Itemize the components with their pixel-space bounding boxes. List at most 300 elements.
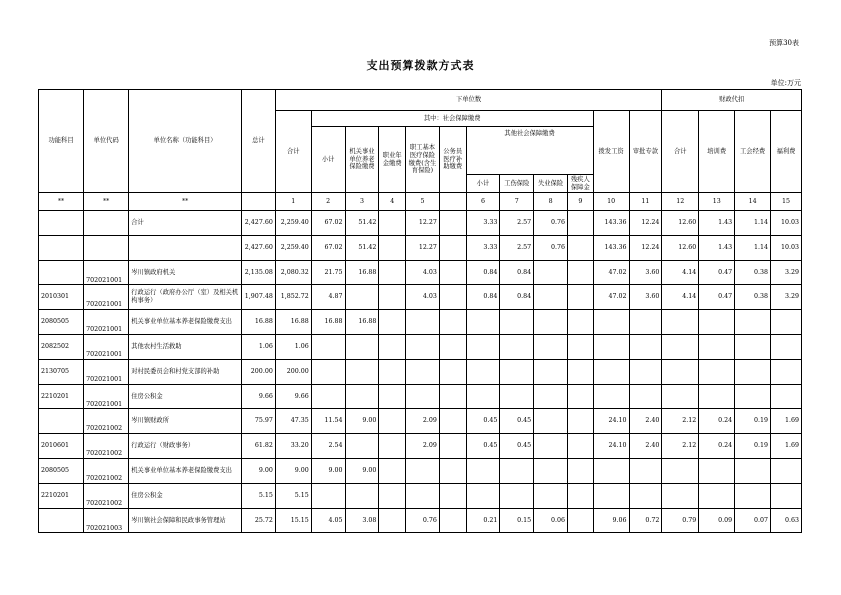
- amount-cell: 4.03: [406, 260, 440, 285]
- amount-cell: 2.57: [500, 211, 534, 236]
- func-subject-cell: 2010601: [39, 434, 84, 459]
- header-annuity: 职业年金缴费: [379, 127, 406, 193]
- form-id: 预算30表: [769, 39, 799, 47]
- header-training: 培训费: [699, 111, 735, 193]
- header-ss-subtotal: 小计: [311, 127, 345, 193]
- amount-cell: 3.29: [771, 285, 802, 310]
- amount-cell: 5.15: [242, 483, 276, 508]
- unit-code-cell: 702021002: [84, 409, 129, 434]
- amount-cell: [568, 211, 594, 236]
- amount-cell: [699, 458, 735, 483]
- index-cell: **: [39, 193, 84, 211]
- amount-cell: [771, 384, 802, 409]
- amount-cell: [311, 384, 345, 409]
- func-subject-cell: 2080505: [39, 458, 84, 483]
- amount-cell: 9.00: [345, 458, 379, 483]
- amount-cell: [379, 310, 406, 335]
- amount-cell: [379, 384, 406, 409]
- amount-cell: 10.03: [771, 235, 802, 260]
- amount-cell: 2,427.60: [242, 235, 276, 260]
- amount-cell: 1.14: [735, 211, 771, 236]
- amount-cell: 1.14: [735, 235, 771, 260]
- unit-name-cell: [129, 235, 242, 260]
- amount-cell: [593, 483, 629, 508]
- amount-cell: 143.36: [593, 211, 629, 236]
- unit-name-cell: 对村民委员会和村党支部的补助: [129, 359, 242, 384]
- table-row: [39, 508, 802, 533]
- amount-cell: [466, 310, 500, 335]
- amount-cell: 2.12: [662, 434, 699, 459]
- amount-cell: [406, 310, 440, 335]
- amount-cell: [379, 458, 406, 483]
- amount-cell: 10.03: [771, 211, 802, 236]
- unit-code-cell: 702021001: [84, 359, 129, 384]
- table-row: [39, 409, 802, 434]
- header-unemployment: 失业保险: [534, 175, 568, 193]
- amount-cell: 67.02: [311, 211, 345, 236]
- header-total: 总计: [242, 90, 276, 193]
- amount-cell: [439, 310, 466, 335]
- amount-cell: [379, 409, 406, 434]
- amount-cell: [439, 458, 466, 483]
- amount-cell: 4.14: [662, 285, 699, 310]
- amount-cell: [568, 458, 594, 483]
- index-cell: 14: [735, 193, 771, 211]
- index-cell: **: [84, 193, 129, 211]
- amount-cell: 0.84: [466, 285, 500, 310]
- unit-code-cell: 702021003: [84, 508, 129, 533]
- amount-cell: 47.35: [275, 409, 311, 434]
- amount-cell: [735, 458, 771, 483]
- amount-cell: [662, 334, 699, 359]
- amount-cell: [771, 334, 802, 359]
- amount-cell: 3.33: [466, 211, 500, 236]
- amount-cell: [568, 384, 594, 409]
- amount-cell: 2.12: [662, 409, 699, 434]
- amount-cell: [735, 359, 771, 384]
- amount-cell: [662, 483, 699, 508]
- unit-name-cell: 行政运行（财政事务）: [129, 434, 242, 459]
- amount-cell: 12.24: [629, 235, 662, 260]
- amount-cell: [568, 409, 594, 434]
- amount-cell: [662, 359, 699, 384]
- amount-cell: 0.38: [735, 285, 771, 310]
- header-of-which: 其中：社会保障缴费: [311, 111, 593, 127]
- amount-cell: 0.21: [466, 508, 500, 533]
- func-subject-cell: 2210201: [39, 483, 84, 508]
- amount-cell: [568, 260, 594, 285]
- amount-cell: 25.72: [242, 508, 276, 533]
- index-cell: 12: [662, 193, 699, 211]
- amount-cell: 200.00: [242, 359, 276, 384]
- header-finance-proxy: 财政代扣: [662, 90, 802, 111]
- amount-cell: [568, 334, 594, 359]
- amount-cell: 12.27: [406, 211, 440, 236]
- amount-cell: [439, 211, 466, 236]
- amount-cell: 3.29: [771, 260, 802, 285]
- amount-cell: [771, 310, 802, 335]
- header-approval: 审批专款: [629, 111, 662, 193]
- amount-cell: [406, 483, 440, 508]
- amount-cell: 3.60: [629, 285, 662, 310]
- table-row: [39, 384, 802, 409]
- amount-cell: 0.24: [699, 434, 735, 459]
- amount-cell: 1.69: [771, 434, 802, 459]
- table-row: [39, 260, 802, 285]
- amount-cell: [439, 409, 466, 434]
- header-unit-code: 单位代码: [84, 90, 129, 193]
- amount-cell: [500, 334, 534, 359]
- unit-name-cell: 合计: [129, 211, 242, 236]
- amount-cell: [379, 260, 406, 285]
- unit-code-cell: 702021002: [84, 483, 129, 508]
- amount-cell: 33.20: [275, 434, 311, 459]
- amount-cell: [439, 260, 466, 285]
- func-subject-cell: 2130705: [39, 359, 84, 384]
- header-pension: 机关事业单位养老保险缴费: [345, 127, 379, 193]
- amount-cell: [345, 285, 379, 310]
- unit-name-cell: 机关事业单位基本养老保险缴费支出: [129, 310, 242, 335]
- amount-cell: [439, 334, 466, 359]
- amount-cell: [500, 384, 534, 409]
- unit-code-cell: [84, 235, 129, 260]
- amount-cell: 67.02: [311, 235, 345, 260]
- amount-cell: [568, 235, 594, 260]
- amount-cell: 4.05: [311, 508, 345, 533]
- amount-cell: 4.87: [311, 285, 345, 310]
- table-row: [39, 359, 802, 384]
- amount-cell: [662, 458, 699, 483]
- unit-code-cell: 702021001: [84, 260, 129, 285]
- amount-cell: 12.60: [662, 235, 699, 260]
- amount-cell: 0.15: [500, 508, 534, 533]
- amount-cell: 2.09: [406, 434, 440, 459]
- func-subject-cell: [39, 508, 84, 533]
- amount-cell: [593, 458, 629, 483]
- amount-cell: [439, 384, 466, 409]
- amount-cell: 12.60: [662, 211, 699, 236]
- amount-cell: 24.10: [593, 434, 629, 459]
- header-disabled: 残疾人保障金: [568, 175, 594, 193]
- amount-cell: [568, 434, 594, 459]
- index-cell: 5: [406, 193, 440, 211]
- amount-cell: 51.42: [345, 211, 379, 236]
- amount-cell: 143.36: [593, 235, 629, 260]
- amount-cell: 3.08: [345, 508, 379, 533]
- amount-cell: [534, 260, 568, 285]
- amount-cell: [568, 508, 594, 533]
- amount-cell: [406, 334, 440, 359]
- amount-cell: 0.38: [735, 260, 771, 285]
- amount-cell: 2.09: [406, 409, 440, 434]
- header-sum: 合计: [275, 111, 311, 193]
- amount-cell: 0.76: [534, 235, 568, 260]
- amount-cell: 2.40: [629, 434, 662, 459]
- header-fp-total: 合计: [662, 111, 699, 193]
- header-civil-medical: 公务员医疗补助缴费: [439, 127, 466, 193]
- index-cell: 15: [771, 193, 802, 211]
- amount-cell: [629, 384, 662, 409]
- header-wage: 拨发工资: [593, 111, 629, 193]
- header-other-ss: 其他社会保障缴费: [466, 127, 593, 175]
- amount-cell: 9.00: [275, 458, 311, 483]
- amount-cell: 75.97: [242, 409, 276, 434]
- amount-cell: 16.88: [345, 260, 379, 285]
- index-cell: 6: [466, 193, 500, 211]
- header-medical: 职工基本医疗保险缴费(含生育保险): [406, 127, 440, 193]
- amount-cell: [311, 334, 345, 359]
- unit-code-cell: 702021002: [84, 434, 129, 459]
- amount-cell: [593, 384, 629, 409]
- func-subject-cell: [39, 235, 84, 260]
- amount-cell: 11.54: [311, 409, 345, 434]
- amount-cell: [699, 310, 735, 335]
- amount-cell: 16.88: [345, 310, 379, 335]
- table-row: [39, 285, 802, 310]
- amount-cell: 2.54: [311, 434, 345, 459]
- table-row: [39, 310, 802, 335]
- amount-cell: 47.02: [593, 260, 629, 285]
- amount-cell: [629, 483, 662, 508]
- amount-cell: [466, 359, 500, 384]
- index-cell: **: [129, 193, 242, 211]
- amount-cell: [593, 359, 629, 384]
- index-cell: 9: [568, 193, 594, 211]
- amount-cell: 2,080.32: [275, 260, 311, 285]
- amount-cell: 9.00: [345, 409, 379, 434]
- unit-code-cell: 702021001: [84, 334, 129, 359]
- amount-cell: [439, 235, 466, 260]
- amount-cell: [662, 310, 699, 335]
- amount-cell: [406, 458, 440, 483]
- amount-cell: [771, 483, 802, 508]
- amount-cell: [662, 384, 699, 409]
- header-unit-name: 单位名称（功能科目）: [129, 90, 242, 193]
- amount-cell: 0.63: [771, 508, 802, 533]
- unit-name-cell: 岑川镇政府机关: [129, 260, 242, 285]
- amount-cell: [534, 458, 568, 483]
- func-subject-cell: [39, 260, 84, 285]
- amount-cell: 51.42: [345, 235, 379, 260]
- amount-cell: 1,907.48: [242, 285, 276, 310]
- unit-code-cell: 702021001: [84, 384, 129, 409]
- amount-cell: 4.14: [662, 260, 699, 285]
- unit-code-cell: 702021001: [84, 285, 129, 310]
- func-subject-cell: 2082502: [39, 334, 84, 359]
- amount-cell: [379, 285, 406, 310]
- amount-cell: [311, 483, 345, 508]
- amount-cell: [345, 483, 379, 508]
- amount-cell: [735, 334, 771, 359]
- amount-cell: [439, 508, 466, 533]
- amount-cell: [771, 458, 802, 483]
- amount-cell: [466, 483, 500, 508]
- amount-cell: [629, 310, 662, 335]
- amount-cell: 0.47: [699, 285, 735, 310]
- amount-cell: [735, 483, 771, 508]
- func-subject-cell: [39, 409, 84, 434]
- amount-cell: [439, 483, 466, 508]
- amount-cell: [379, 434, 406, 459]
- amount-cell: [699, 334, 735, 359]
- unit-name-cell: 机关事业单位基本养老保险缴费支出: [129, 458, 242, 483]
- amount-cell: 0.45: [466, 434, 500, 459]
- amount-cell: 0.45: [500, 409, 534, 434]
- amount-cell: 15.15: [275, 508, 311, 533]
- index-cell: 7: [500, 193, 534, 211]
- amount-cell: [534, 285, 568, 310]
- amount-cell: 2.57: [500, 235, 534, 260]
- amount-cell: 0.76: [406, 508, 440, 533]
- amount-cell: [629, 359, 662, 384]
- amount-cell: [345, 359, 379, 384]
- amount-cell: 3.33: [466, 235, 500, 260]
- amount-cell: 2,135.08: [242, 260, 276, 285]
- amount-cell: 61.82: [242, 434, 276, 459]
- amount-cell: 2,259.40: [275, 211, 311, 236]
- amount-cell: [500, 359, 534, 384]
- table-row: [39, 483, 802, 508]
- index-cell: 2: [311, 193, 345, 211]
- amount-cell: 0.72: [629, 508, 662, 533]
- unit-name-cell: 住房公积金: [129, 384, 242, 409]
- header-injury: 工伤保险: [500, 175, 534, 193]
- amount-cell: 0.76: [534, 211, 568, 236]
- unit-name-cell: 行政运行（政府办公厅（室）及相关机构事务）: [129, 285, 242, 310]
- amount-cell: 9.06: [593, 508, 629, 533]
- unit-code-cell: [84, 211, 129, 236]
- header-func-subject: 功能科目: [39, 90, 84, 193]
- amount-cell: 9.00: [311, 458, 345, 483]
- amount-cell: 0.19: [735, 409, 771, 434]
- amount-cell: 0.24: [699, 409, 735, 434]
- unit-code-cell: 702021001: [84, 310, 129, 335]
- unit-name-cell: 岑川镇财政所: [129, 409, 242, 434]
- amount-cell: 2.40: [629, 409, 662, 434]
- amount-cell: 0.45: [500, 434, 534, 459]
- amount-cell: [534, 310, 568, 335]
- unit-name-cell: 其他农村生活救助: [129, 334, 242, 359]
- amount-cell: [466, 334, 500, 359]
- header-other-subtotal: 小计: [466, 175, 500, 193]
- amount-cell: 2,259.40: [275, 235, 311, 260]
- amount-cell: [466, 384, 500, 409]
- header-lower-unit: 下单位数: [275, 90, 662, 111]
- amount-cell: 16.88: [242, 310, 276, 335]
- amount-cell: [568, 483, 594, 508]
- amount-cell: [568, 285, 594, 310]
- amount-cell: 21.75: [311, 260, 345, 285]
- amount-cell: [735, 310, 771, 335]
- amount-cell: 0.06: [534, 508, 568, 533]
- amount-cell: 1.43: [699, 235, 735, 260]
- amount-cell: [379, 359, 406, 384]
- unit-name-cell: 住房公积金: [129, 483, 242, 508]
- table-row: [39, 434, 802, 459]
- amount-cell: [406, 384, 440, 409]
- page-title: 支出预算拨款方式表: [366, 59, 475, 72]
- amount-cell: 0.84: [500, 285, 534, 310]
- amount-cell: [568, 310, 594, 335]
- amount-cell: 12.24: [629, 211, 662, 236]
- amount-cell: [699, 483, 735, 508]
- index-cell: 4: [379, 193, 406, 211]
- amount-cell: 5.15: [275, 483, 311, 508]
- amount-cell: [345, 334, 379, 359]
- table-row: [39, 458, 802, 483]
- amount-cell: [500, 458, 534, 483]
- budget-table: [38, 89, 802, 533]
- header-welfare: 福利费: [771, 111, 802, 193]
- amount-cell: 200.00: [275, 359, 311, 384]
- func-subject-cell: 2210201: [39, 384, 84, 409]
- func-subject-cell: [39, 211, 84, 236]
- amount-cell: 0.45: [466, 409, 500, 434]
- index-cell: 13: [699, 193, 735, 211]
- amount-cell: [534, 409, 568, 434]
- unit-name-cell: 岑川镇社会保障和民政事务管理站: [129, 508, 242, 533]
- amount-cell: [735, 384, 771, 409]
- index-cell: 1: [275, 193, 311, 211]
- amount-cell: [568, 359, 594, 384]
- amount-cell: 0.47: [699, 260, 735, 285]
- amount-cell: [439, 359, 466, 384]
- index-cell: [242, 193, 276, 211]
- amount-cell: [534, 359, 568, 384]
- amount-cell: 9.00: [242, 458, 276, 483]
- column-index-row: [39, 193, 802, 211]
- amount-cell: [534, 483, 568, 508]
- amount-cell: [379, 483, 406, 508]
- table-row: [39, 334, 802, 359]
- amount-cell: [699, 359, 735, 384]
- amount-cell: [500, 310, 534, 335]
- func-subject-cell: 2010301: [39, 285, 84, 310]
- amount-cell: 0.07: [735, 508, 771, 533]
- index-cell: 10: [593, 193, 629, 211]
- amount-cell: 9.66: [275, 384, 311, 409]
- index-cell: 8: [534, 193, 568, 211]
- amount-cell: [534, 434, 568, 459]
- amount-cell: [379, 235, 406, 260]
- amount-cell: [629, 458, 662, 483]
- table-row: [39, 211, 802, 236]
- func-subject-cell: 2080505: [39, 310, 84, 335]
- amount-cell: 4.03: [406, 285, 440, 310]
- amount-cell: 0.84: [500, 260, 534, 285]
- amount-cell: 47.02: [593, 285, 629, 310]
- amount-cell: [500, 483, 534, 508]
- index-cell: 11: [629, 193, 662, 211]
- amount-cell: 2,427.60: [242, 211, 276, 236]
- amount-cell: [534, 334, 568, 359]
- index-cell: 3: [345, 193, 379, 211]
- amount-cell: 16.88: [275, 310, 311, 335]
- header-union: 工会经费: [735, 111, 771, 193]
- amount-cell: [771, 359, 802, 384]
- amount-cell: 24.10: [593, 409, 629, 434]
- amount-cell: [345, 434, 379, 459]
- amount-cell: [593, 310, 629, 335]
- amount-cell: 9.66: [242, 384, 276, 409]
- amount-cell: [534, 384, 568, 409]
- amount-cell: [379, 508, 406, 533]
- amount-cell: 0.84: [466, 260, 500, 285]
- index-cell: [439, 193, 466, 211]
- amount-cell: 0.79: [662, 508, 699, 533]
- amount-cell: 1.06: [275, 334, 311, 359]
- amount-cell: 1.43: [699, 211, 735, 236]
